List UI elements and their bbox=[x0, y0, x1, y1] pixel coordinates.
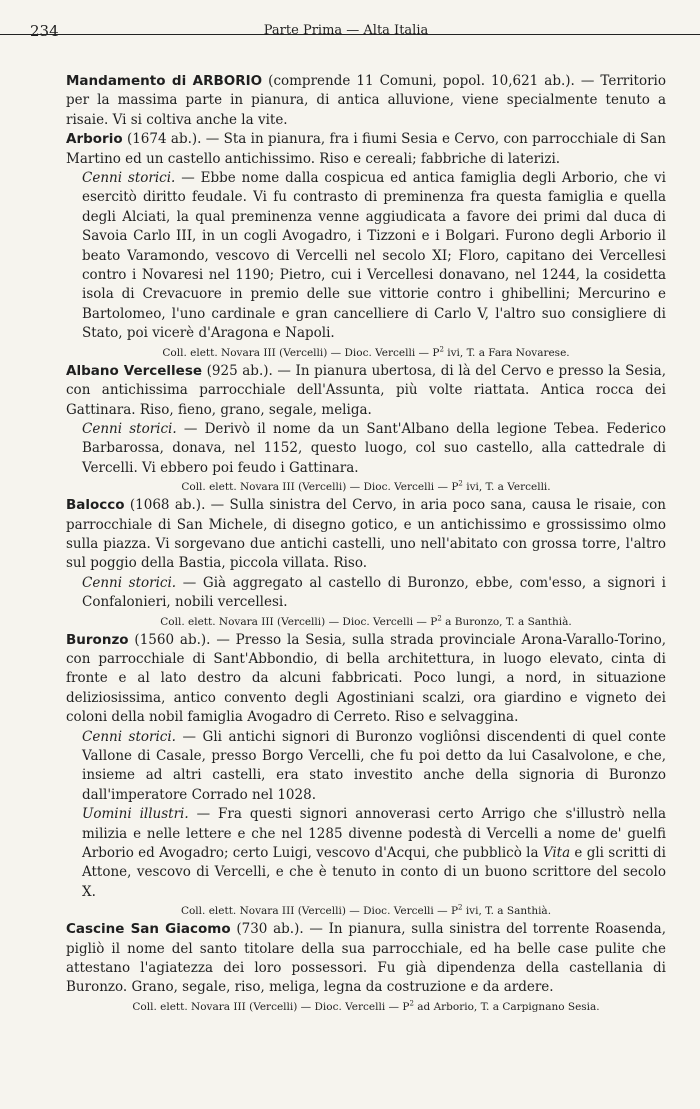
info-text: Coll. elett. Novara III (Vercelli) — Dioc. Vercelli — P bbox=[160, 615, 438, 628]
uomini-vita: Vita bbox=[542, 845, 571, 862]
cenni-label: Cenni storici. bbox=[82, 728, 176, 745]
cenni-text: — Derivò il nome da un Sant'Albano della legione Tebea. Federico Barbarossa, donava, nel 1152, questo luogo, col suo castello, alla cattedrale di Vercelli. Vi ebbero poi feudo i Gattinara. bbox=[82, 420, 666, 476]
info-sup: 2 bbox=[437, 614, 442, 623]
electoral-info-cascine bbox=[66, 998, 666, 1016]
entry-albano-vercellese bbox=[66, 362, 666, 420]
info-sup: 2 bbox=[439, 345, 444, 354]
entry-name: Arborio bbox=[66, 131, 123, 148]
entry-text: (730 ab.). — In pianura, sulla sinistra del torrente Roasenda, pigliò il nome del santo titolare della sua parrocchiale, ed ha belle case pulite che attestano l'agiatezza dei loro possessori. Fu già dipendenza della castellania di Buronzo. Grano, segale, riso, meliga, legna da costruzione e da ardere. bbox=[66, 921, 666, 996]
entry-name: Mandamento di ARBORIO bbox=[66, 73, 263, 89]
cenni-storici-buronzo bbox=[66, 728, 666, 806]
info-text: ivi, T. a Santhià. bbox=[462, 905, 552, 918]
cenni-label: Cenni storici. bbox=[82, 574, 177, 591]
header-rule bbox=[0, 34, 700, 35]
entry-text: (925 ab.). — In pianura ubertosa, di là del Cervo e presso la Sesia, con antichissima parrocchiale dell'Assunta, più volte riattata. Antica rocca dei Gattinara. Riso, fieno, grano, segale, meliga. bbox=[66, 362, 667, 418]
cenni-storici-albano bbox=[66, 420, 666, 478]
uomini-label: Uomini illustri. bbox=[82, 806, 189, 823]
cenni-text: — Ebbe nome dalla cospicua ed antica famiglia degli Arborio, che vi esercitò diritto feudale. Vi fu contrasto di preminenza fra questa famiglia e quella degli Alciati, la qual preminenza venne aggiudicata a favore dei primi dal duca di Savoia Carlo III, in un cogli Avogadro, i Tizzoni e i Bolgari. Furono degli Arborio il beato Varamondo, vescovo di Vercelli nel secolo XI; Floro, capitano dei Vercellesi contro i Novaresi nel 1190; Pietro, cui i Vercellesi donavano, nel 1244, la cosidetta isola di Crevacuore in premio delle sue vittorie contro i ghibellini; Mercurino e Bartolomeo, l'uno cardinale e gran cancelliere di Carlo V, l'altro suo consigliere di Stato, poi vicerè d'Aragona e Napoli. bbox=[82, 170, 666, 342]
cenni-text: — Già aggregato al castello di Buronzo, ebbe, com'esso, a signori i Confalonieri, nobili vercellesi. bbox=[82, 574, 666, 611]
entry-balocco bbox=[66, 496, 666, 574]
cenni-text: — Gli antichi signori di Buronzo vogliônsi discendenti di quel conte Vallone di Casale, presso Borgo Vercelli, che fu poi detto da lui Casalvolone, e che, insieme ad altri castelli, era stato investito anche della signoria di Buronzo dall'imperatore Corrado nel 1028. bbox=[82, 728, 666, 803]
info-sup: 2 bbox=[409, 999, 414, 1008]
uomini-text: e gli scritti di Attone, vescovo di Vercelli, e che è tenuto in conto di un buono scrittore del secolo X. bbox=[82, 845, 666, 900]
entry-buronzo bbox=[66, 631, 666, 728]
page-body bbox=[66, 72, 666, 1016]
entry-name: Buronzo bbox=[66, 631, 129, 648]
electoral-info-buronzo bbox=[66, 902, 666, 920]
info-text: Coll. elett. Novara III (Vercelli) — Dioc. Vercelli — P bbox=[180, 905, 459, 918]
info-text: Coll. elett. Novara III (Vercelli) — Dioc. Vercelli — P bbox=[162, 346, 440, 359]
entry-mandamento-arborio bbox=[66, 72, 666, 130]
cenni-label: Cenni storici. bbox=[82, 170, 176, 187]
info-sup: 2 bbox=[458, 903, 463, 912]
info-sup: 2 bbox=[458, 479, 463, 488]
page-header bbox=[30, 18, 662, 44]
electoral-info-albano bbox=[66, 478, 666, 496]
cenni-storici-balocco bbox=[66, 574, 666, 613]
cenni-storici-arborio bbox=[66, 169, 666, 344]
running-head: Parte Prima — Alta Italia bbox=[263, 23, 429, 38]
uomini-illustri-buronzo bbox=[66, 805, 666, 902]
info-text: ivi, T. a Vercelli. bbox=[462, 481, 551, 494]
entry-arborio bbox=[66, 130, 666, 169]
entry-text: (1560 ab.). — Presso la Sesia, sulla strada provinciale Arona-Varallo-Torino, con parrocchiale di Sant'Abbondio, di bella architettura, in luogo elevato, cinta di fronte e al lato destro da alcuni fabbricati. Poco lungi, a nord, in situazione deliziosissima, antico convento degli Agostiniani scalzi, ora giardino e vigneto dei coloni della nobil famiglia Avogadro di Cerreto. Riso e selvaggina. bbox=[66, 631, 666, 726]
entry-name: Cascine San Giacomo bbox=[66, 921, 231, 938]
entry-text: (1068 ab.). — Sulla sinistra del Cervo, in aria poco sana, causa le risaie, con parrocchiale di San Michele, di disegno gotico, e un antichissimo e grossissimo olmo sulla piazza. Vi sorgevano due antichi castelli, uno nell'abitato con grossa torre, l'altro sul poggio della Bastia, piccola villata. Riso. bbox=[66, 497, 666, 572]
info-text: Coll. elett. Novara III (Vercelli) — Dioc. Vercelli — P bbox=[181, 481, 459, 494]
info-text: a Buronzo, T. a Santhià. bbox=[441, 615, 572, 628]
entry-text: (comprende 11 Comuni, popol. 10,621 ab.). — Territorio per la massima parte in pianura, di antica alluvione, viene specialmente tenuto a risaie. Vi si coltiva anche la vite. bbox=[66, 73, 666, 128]
entry-cascine-san-giacomo bbox=[66, 920, 666, 998]
entry-name: Balocco bbox=[66, 497, 125, 514]
info-text: ivi, T. a Fara Novarese. bbox=[443, 346, 570, 359]
entry-name: Albano Vercellese bbox=[66, 362, 203, 379]
electoral-info-arborio bbox=[66, 344, 666, 362]
info-text: Coll. elett. Novara III (Vercelli) — Dioc. Vercelli — P bbox=[132, 1000, 410, 1013]
electoral-info-balocco bbox=[66, 613, 666, 631]
uomini-text: — Fra questi signori annoverasi certo Arrigo che s'illustrò nella milizia e nelle lettere e che nel 1285 divenne podestà di Vercelli a nome de' guelfi Arborio ed Avogadro; certo Luigi, vescovo d'Acqui, che pubblicò la bbox=[82, 806, 666, 862]
page-number: 234 bbox=[30, 22, 59, 40]
cenni-label: Cenni storici. bbox=[82, 420, 177, 437]
entry-text: (1674 ab.). — Sta in pianura, fra i fiumi Sesia e Cervo, con parrocchiale di San Martino ed un castello antichissimo. Riso e cereali; fabbriche di laterizi. bbox=[66, 131, 666, 167]
info-text: ad Arborio, T. a Carpignano Sesia. bbox=[413, 1000, 600, 1013]
